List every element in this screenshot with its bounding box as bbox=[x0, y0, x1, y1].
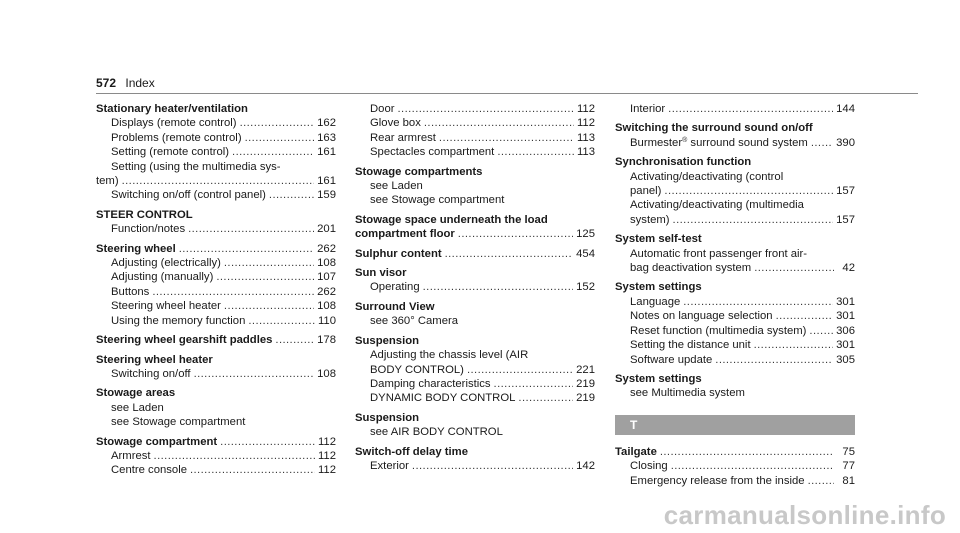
dot-leader bbox=[179, 242, 314, 256]
page-ref: 163 bbox=[317, 131, 336, 144]
page-ref: 201 bbox=[317, 223, 336, 236]
dot-leader bbox=[673, 213, 834, 227]
page-ref: 306 bbox=[836, 324, 855, 337]
index-entry-stationary-heater bbox=[96, 102, 336, 203]
dot-leader bbox=[754, 338, 834, 352]
dot-leader bbox=[809, 324, 833, 338]
index-subentry[interactable] bbox=[615, 184, 855, 198]
index-subentry[interactable] bbox=[355, 391, 595, 405]
index-entry-stowage-compartments bbox=[355, 165, 595, 208]
index-subentry[interactable] bbox=[355, 459, 595, 473]
index-subentry[interactable] bbox=[96, 299, 336, 313]
index-entry-surround-view bbox=[355, 300, 595, 329]
index-subentry[interactable] bbox=[355, 145, 595, 159]
subentry-text: Using the memory function bbox=[111, 314, 246, 327]
subentry-text: Emergency release from the inside bbox=[630, 474, 805, 487]
page-ref: 75 bbox=[842, 445, 855, 458]
index-subentry[interactable] bbox=[615, 261, 855, 275]
page-ref: 454 bbox=[576, 247, 595, 260]
heading-text: Steering wheel bbox=[96, 242, 176, 255]
page-ref: 305 bbox=[836, 353, 855, 366]
index-entry-sulphur bbox=[355, 247, 595, 261]
index-subentry[interactable] bbox=[615, 213, 855, 227]
index-entry-system-settings-see bbox=[615, 372, 855, 401]
page-ref: 301 bbox=[836, 295, 855, 308]
index-entry-system-settings bbox=[615, 280, 855, 366]
index-subentry[interactable] bbox=[96, 131, 336, 145]
subentry-text: Switching on/off (control panel) bbox=[111, 189, 266, 202]
registered-mark: ® bbox=[682, 136, 688, 144]
page-ref: 77 bbox=[842, 460, 855, 473]
subentry-text: Setting the distance unit bbox=[630, 339, 751, 352]
index-subentry[interactable] bbox=[96, 270, 336, 284]
subentry-text: Switching on/off bbox=[111, 367, 191, 380]
dot-leader bbox=[220, 435, 315, 449]
index-subentry[interactable] bbox=[355, 363, 595, 377]
page-ref: 301 bbox=[836, 310, 855, 323]
page-ref: 112 bbox=[317, 449, 336, 462]
dot-leader bbox=[240, 116, 315, 130]
dot-leader bbox=[152, 285, 314, 299]
index-subentry[interactable] bbox=[96, 463, 336, 477]
heading-text: Tailgate bbox=[615, 445, 657, 458]
index-entry-system-self-test bbox=[615, 232, 855, 275]
dot-leader bbox=[671, 459, 834, 473]
dot-leader bbox=[269, 188, 314, 202]
section-title: Index bbox=[125, 76, 155, 90]
dot-leader bbox=[439, 131, 574, 145]
subentry-text: Notes on language selection bbox=[630, 310, 773, 323]
page-ref: 112 bbox=[317, 435, 336, 448]
index-entry-sun-visor bbox=[355, 266, 595, 295]
index-heading: Steering wheel heater bbox=[96, 353, 213, 366]
dot-leader bbox=[245, 131, 315, 145]
index-heading: Switching the surround sound on/off bbox=[615, 122, 813, 135]
subentry-text: Language bbox=[630, 295, 681, 308]
subentry-text: BODY CONTROL) bbox=[370, 363, 464, 376]
dot-leader bbox=[188, 222, 314, 236]
page-ref: 125 bbox=[576, 228, 595, 241]
page-ref: 107 bbox=[317, 271, 336, 284]
index-subentry[interactable] bbox=[355, 377, 595, 391]
index-subentry[interactable] bbox=[96, 256, 336, 270]
subentry-text: Closing bbox=[630, 460, 668, 473]
subentry-text: Operating bbox=[370, 281, 420, 294]
index-subentry-wrap: Automatic front passenger front air- bbox=[630, 247, 808, 260]
page-ref: 81 bbox=[842, 474, 855, 487]
index-heading: Stationary heater/ventilation bbox=[96, 103, 248, 115]
index-column-3 bbox=[615, 102, 855, 488]
dot-leader bbox=[224, 299, 314, 313]
page-ref: 161 bbox=[317, 146, 336, 159]
index-subentry[interactable] bbox=[355, 131, 595, 145]
dot-leader bbox=[122, 174, 315, 188]
index-entry-surround-sound bbox=[615, 121, 855, 150]
dot-leader bbox=[660, 445, 834, 459]
dot-leader bbox=[811, 136, 833, 150]
dot-leader bbox=[248, 314, 315, 328]
page-ref: 157 bbox=[836, 213, 855, 226]
index-subentry-wrap: Setting (using the multimedia sys- bbox=[111, 160, 281, 173]
subentry-text: Reset function (multimedia system) bbox=[630, 324, 807, 337]
page-ref: 262 bbox=[317, 285, 336, 298]
subentry-text: bag deactivation system bbox=[630, 262, 752, 275]
dot-leader bbox=[445, 247, 574, 261]
dot-leader bbox=[216, 270, 314, 284]
index-subentry[interactable] bbox=[355, 102, 595, 116]
subentry-text: Glove box bbox=[370, 117, 421, 130]
index-heading: Sun visor bbox=[355, 267, 407, 280]
index-subentry[interactable] bbox=[355, 116, 595, 130]
dot-leader bbox=[398, 102, 574, 116]
index-entry-tailgate bbox=[615, 445, 855, 488]
index-subentry[interactable] bbox=[96, 314, 336, 328]
index-heading-with-page[interactable] bbox=[96, 242, 336, 256]
page-ref: 108 bbox=[317, 300, 336, 313]
index-entry-synchronisation bbox=[615, 155, 855, 227]
page-ref: 262 bbox=[317, 242, 336, 255]
page-ref: 112 bbox=[576, 117, 595, 130]
subentry-text: Armrest bbox=[111, 449, 151, 462]
subentry-text: panel) bbox=[630, 185, 662, 198]
page-ref: 142 bbox=[576, 459, 595, 472]
subentry-text: tem) bbox=[96, 175, 119, 188]
page-ref: 301 bbox=[836, 339, 855, 352]
dot-leader bbox=[190, 463, 315, 477]
index-heading: STEER CONTROL bbox=[96, 208, 193, 221]
subentry-text: Buttons bbox=[111, 285, 150, 298]
dot-leader bbox=[518, 391, 573, 405]
index-heading: System settings bbox=[615, 281, 702, 294]
index-entry-switch-off-delay bbox=[355, 445, 595, 474]
page-ref: 152 bbox=[576, 281, 595, 294]
dot-leader bbox=[683, 295, 833, 309]
cross-reference[interactable]: see 360° Camera bbox=[370, 315, 459, 328]
index-heading: Surround View bbox=[355, 300, 435, 313]
brand-name: Burmester bbox=[630, 136, 683, 149]
page-ref: 161 bbox=[317, 175, 336, 188]
page-ref: 108 bbox=[317, 367, 336, 380]
heading-text: compartment floor bbox=[355, 228, 455, 241]
index-column-2 bbox=[355, 102, 595, 473]
index-heading: Stowage compartments bbox=[355, 165, 483, 178]
heading-text: Steering wheel gearshift paddles bbox=[96, 334, 273, 347]
page-ref: 157 bbox=[836, 185, 855, 198]
index-heading-with-page[interactable] bbox=[615, 445, 855, 459]
dot-leader bbox=[776, 309, 834, 323]
index-subentry[interactable] bbox=[96, 188, 336, 202]
index-entry-paddles bbox=[96, 333, 336, 347]
page-ref: 219 bbox=[576, 392, 595, 405]
page-ref: 108 bbox=[317, 257, 336, 270]
index-heading: Suspension bbox=[355, 334, 420, 347]
page-ref: 162 bbox=[317, 117, 336, 130]
index-heading-with-page[interactable] bbox=[96, 435, 336, 449]
page-ref: 112 bbox=[317, 464, 336, 477]
index-subentry[interactable] bbox=[96, 174, 336, 188]
index-subentry[interactable] bbox=[96, 145, 336, 159]
index-subentry-wrap: Activating/deactivating (multimedia bbox=[630, 199, 804, 212]
index-entry-wheel-heater bbox=[96, 353, 336, 382]
index-entry-stowage-compartment bbox=[96, 435, 336, 478]
watermark-brand: carmanualsonline.info bbox=[663, 500, 946, 530]
page-ref: 221 bbox=[576, 363, 595, 376]
dot-leader bbox=[497, 145, 574, 159]
dot-leader bbox=[275, 333, 314, 347]
subentry-text: Exterior bbox=[370, 459, 409, 472]
index-subentry-wrap: Activating/deactivating (control bbox=[630, 170, 784, 183]
dot-leader bbox=[424, 116, 574, 130]
section-letter-t: T bbox=[615, 415, 855, 435]
index-entry-stowage-compartment-cont bbox=[355, 102, 595, 160]
index-entry-stowage-underneath bbox=[355, 213, 595, 242]
subentry-text: Rear armrest bbox=[370, 131, 436, 144]
index-heading: Suspension bbox=[355, 411, 420, 424]
dot-leader bbox=[232, 145, 314, 159]
cross-reference[interactable]: see Multimedia system bbox=[630, 387, 745, 400]
page-ref: 112 bbox=[576, 103, 595, 115]
page-ref: 113 bbox=[576, 131, 595, 144]
index-heading: Stowage space underneath the load bbox=[355, 213, 548, 226]
index-heading: System self-test bbox=[615, 233, 702, 246]
index-subentry[interactable] bbox=[96, 222, 336, 236]
index-subentry[interactable] bbox=[615, 136, 855, 150]
dot-leader bbox=[754, 261, 834, 275]
index-heading: Switch-off delay time bbox=[355, 445, 468, 458]
index-subentry[interactable] bbox=[615, 353, 855, 367]
index-entry-suspension-see bbox=[355, 411, 595, 440]
index-subentry[interactable] bbox=[615, 309, 855, 323]
index-subentry[interactable] bbox=[615, 459, 855, 473]
index-entry-steer-control bbox=[96, 208, 336, 237]
index-column-1 bbox=[96, 102, 336, 478]
subentry-text: system) bbox=[630, 213, 670, 226]
index-heading-with-page[interactable] bbox=[96, 333, 336, 347]
heading-text: Stowage compartment bbox=[96, 435, 218, 448]
index-subentry[interactable] bbox=[615, 102, 855, 116]
index-entry-stowage-areas bbox=[96, 386, 336, 429]
subentry-text bbox=[630, 136, 808, 150]
index-heading-with-page[interactable] bbox=[355, 247, 595, 261]
subentry-text-rest: surround sound system bbox=[687, 136, 808, 149]
subentry-text: Software update bbox=[630, 353, 713, 366]
dot-leader bbox=[494, 377, 574, 391]
page-header bbox=[96, 76, 155, 90]
dot-leader bbox=[412, 459, 573, 473]
subentry-text: Setting (remote control) bbox=[111, 146, 230, 159]
subentry-text: Adjusting (manually) bbox=[111, 271, 214, 284]
index-subentry[interactable] bbox=[96, 285, 336, 299]
cross-reference[interactable]: see AIR BODY CONTROL bbox=[370, 426, 503, 439]
index-entry-steering-wheel bbox=[96, 242, 336, 328]
index-subentry[interactable] bbox=[615, 324, 855, 338]
page-ref: 110 bbox=[317, 314, 336, 327]
page-ref: 219 bbox=[576, 377, 595, 390]
subentry-text: Damping characteristics bbox=[370, 377, 491, 390]
subentry-text: Spectacles compartment bbox=[370, 146, 495, 159]
header-divider bbox=[96, 93, 918, 94]
dot-leader bbox=[808, 474, 834, 488]
page-number: 572 bbox=[96, 76, 117, 90]
index-entry-suspension bbox=[355, 334, 595, 406]
subentry-text: Steering wheel heater bbox=[111, 300, 221, 313]
subentry-text: Problems (remote control) bbox=[111, 131, 242, 144]
index-heading: Stowage areas bbox=[96, 387, 176, 400]
page-ref: 390 bbox=[836, 136, 855, 149]
cross-reference[interactable]: see Laden bbox=[370, 180, 423, 193]
heading-text: Sulphur content bbox=[355, 247, 442, 260]
index-subentry[interactable] bbox=[615, 295, 855, 309]
index-subentry-wrap: Adjusting the chassis level (AIR bbox=[370, 349, 529, 362]
page-ref: 113 bbox=[576, 146, 595, 159]
dot-leader bbox=[715, 353, 833, 367]
subentry-text: Displays (remote control) bbox=[111, 117, 237, 130]
dot-leader bbox=[194, 367, 315, 381]
subentry-text: Adjusting (electrically) bbox=[111, 257, 221, 270]
page-ref: 178 bbox=[317, 334, 336, 347]
index-entry-switch-off-cont bbox=[615, 102, 855, 116]
subentry-text: Centre console bbox=[111, 464, 187, 477]
cross-reference[interactable]: see Stowage compartment bbox=[111, 416, 246, 429]
index-subentry[interactable] bbox=[615, 338, 855, 352]
dot-leader bbox=[423, 280, 574, 294]
index-heading: Synchronisation function bbox=[615, 156, 752, 169]
subentry-text: DYNAMIC BODY CONTROL bbox=[370, 392, 516, 405]
dot-leader bbox=[154, 449, 315, 463]
index-subentry[interactable] bbox=[96, 367, 336, 381]
index-heading-with-page[interactable] bbox=[355, 227, 595, 241]
cross-reference[interactable]: see Laden bbox=[111, 401, 164, 414]
dot-leader bbox=[664, 184, 833, 198]
subentry-text: Function/notes bbox=[111, 223, 186, 236]
index-subentry[interactable] bbox=[355, 280, 595, 294]
page-ref: 42 bbox=[842, 262, 855, 275]
dot-leader bbox=[668, 102, 833, 116]
page-ref: 159 bbox=[317, 189, 336, 202]
dot-leader bbox=[458, 227, 573, 241]
index-heading: System settings bbox=[615, 372, 702, 385]
dot-leader bbox=[467, 363, 573, 377]
subentry-text: Interior bbox=[630, 103, 666, 115]
index-subentry[interactable] bbox=[96, 116, 336, 130]
subentry-text: Door bbox=[370, 103, 395, 115]
index-subentry[interactable] bbox=[96, 449, 336, 463]
index-subentry[interactable] bbox=[615, 474, 855, 488]
page-ref: 144 bbox=[836, 103, 855, 115]
cross-reference[interactable]: see Stowage compartment bbox=[370, 194, 505, 207]
dot-leader bbox=[224, 256, 314, 270]
